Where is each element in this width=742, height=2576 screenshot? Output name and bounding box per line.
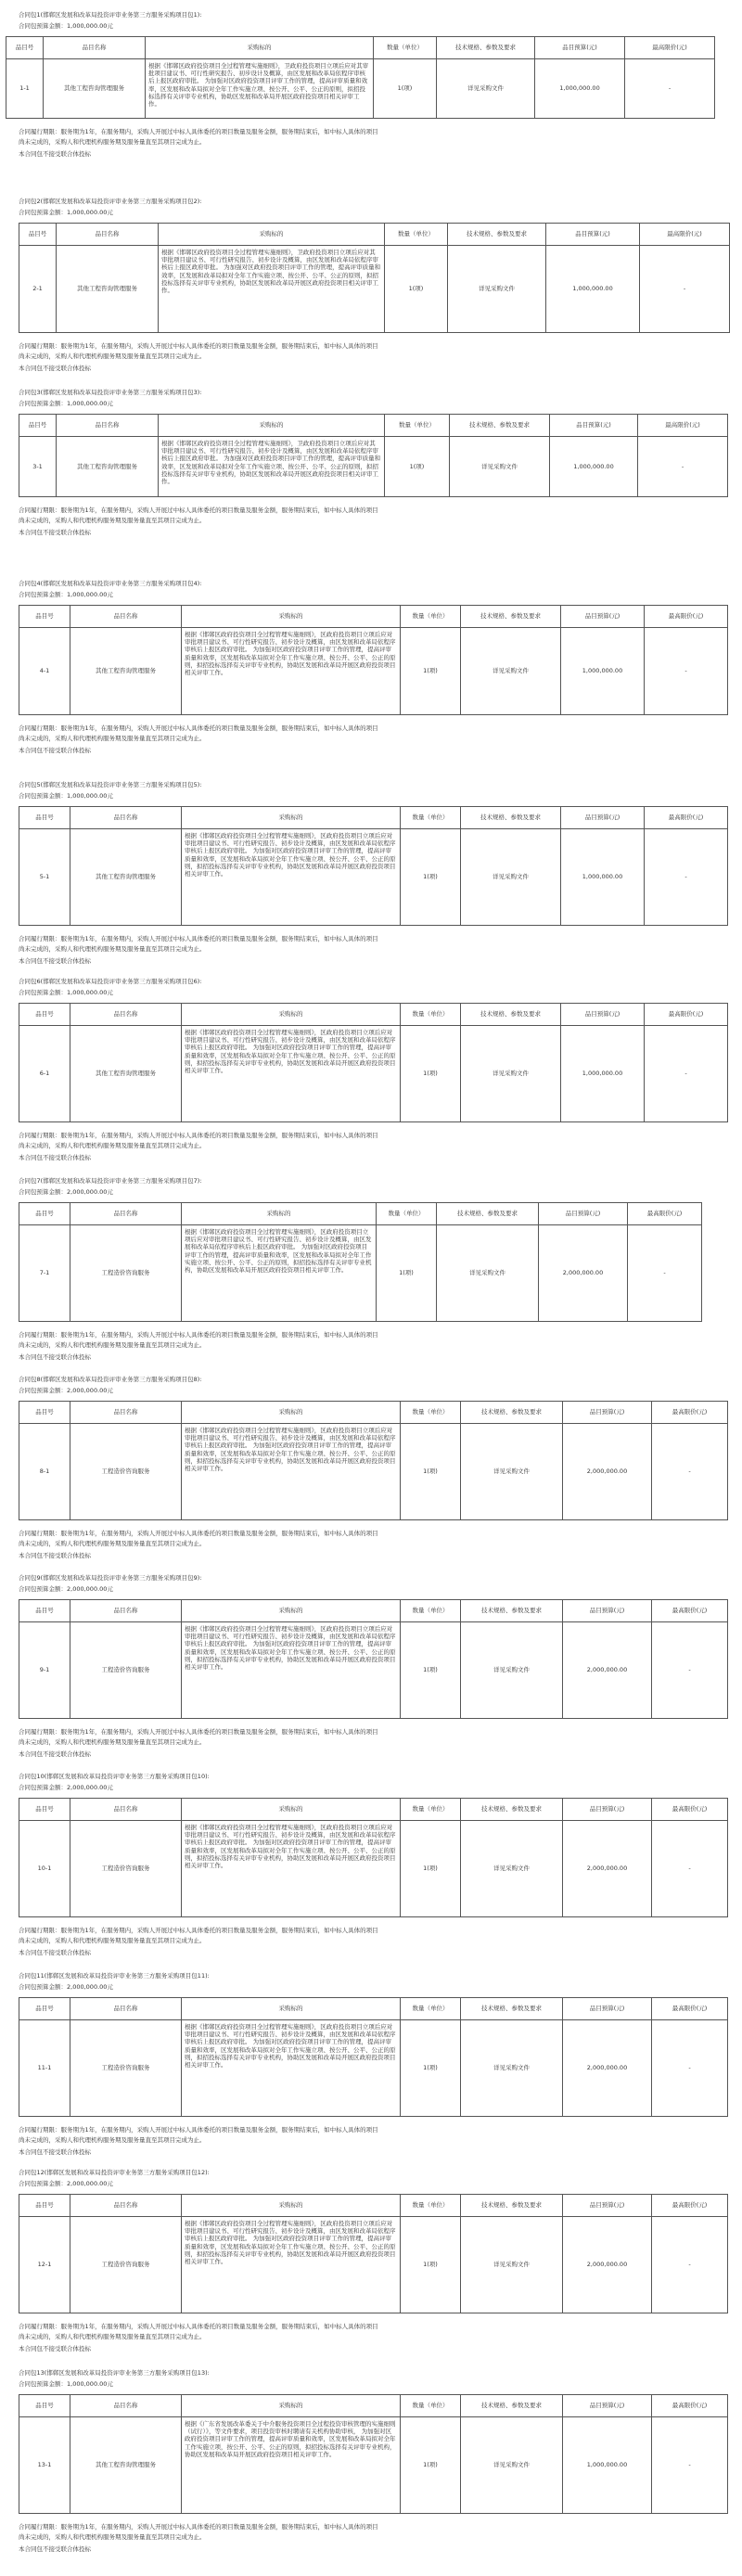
package-table: [19, 223, 730, 333]
contract-performance-note: 合同履行期限：服务期为1年，在服务期内，采购人开展过中标人具体委托的项目数量及服务金额，服务期结束后，如中标人具体的项目: [19, 1331, 378, 1339]
contract-performance-note: 合同履行期限：服务期为1年，在服务期内，采购人开展过中标人具体委托的项目数量及服务金额，服务期结束后，如中标人具体的项目: [19, 935, 378, 942]
quantity-cell: 1(项): [385, 437, 450, 497]
item-number-cell: 7-1: [19, 1225, 70, 1322]
procurement-subject-cell: 根据《广东省发展改革委关于中介服务投资项目全过程投资审核管理的实施细则（试行）》，等文件要求，项目投资审核时聘请有关机构协助审核， 为加强对区政府投资项目评审工作的管理，提高评审质量和效率，区发展和改革局拟对全年工作实施立项，按公开、公平、公正的原则，拟招投标选择有关评审专业机构，协助区发展和改革局开展区政府投资项目相关评审工作。: [182, 2417, 401, 2514]
spec-cell: 详见采购文件: [461, 1424, 563, 1520]
column-header: 品目号: [19, 1004, 70, 1026]
column-header: 品目预算(元): [561, 1004, 645, 1026]
column-header: 数量（单位）: [401, 1004, 461, 1026]
column-header: 品目预算(元): [563, 1402, 652, 1424]
column-header: 品目预算(元): [563, 1600, 652, 1622]
column-header: 数量（单位）: [401, 1799, 461, 1821]
column-header: 品目号: [19, 2195, 70, 2217]
spec-cell: 详见采购文件: [448, 246, 546, 333]
spec-cell: 详见采购文件: [461, 1026, 561, 1122]
contract-performance-note: 合同履行期限：服务期为1年，在服务期内，采购人开展过中标人具体委托的项目数量及服务金额，服务期结束后，如中标人具体的项目: [19, 2523, 378, 2531]
package-table: [19, 414, 728, 497]
item-budget-cell: 1,000,000.00: [550, 437, 638, 497]
table-row: [19, 2020, 728, 2117]
column-header: 品目预算(元): [563, 1998, 652, 2020]
column-header: 技术规格、参数及要求: [461, 1600, 563, 1622]
column-header: 数量（单位）: [401, 2395, 461, 2417]
package-table: [19, 2394, 728, 2514]
procurement-subject-cell: 根据《邯郸区政府投资项目全过程管理实施细则》，区政府投资项目立项后应对审批项目建议书、可行性研究报告、初步设计及概算，由区发展和改革局依程序审核后上报区政府审批。 为加强对区政府投资项目评审工作的管理，提高评审质量和效率，区发展和改革局拟对全年工作实施立项、按公开、公平、公正的原则，拟招投标选择有关评审专业机构，协助区发展和改革局开展区政府投资项目相关评审工作。: [182, 2020, 401, 2117]
quantity-cell: 1(项): [401, 2217, 461, 2313]
column-header: 技术规格、参数及要求: [461, 1402, 563, 1424]
package-budget: 合同包预算金额：2,000,000.00元: [19, 1387, 113, 1394]
item-name-cell: 工程造价咨询服务: [70, 1225, 182, 1322]
column-header: 采购标的: [182, 1203, 377, 1225]
quantity-cell: 1(项): [401, 1424, 461, 1520]
item-budget-cell: 1,000,000.00: [561, 1026, 645, 1122]
spec-cell: 详见采购文件: [461, 2417, 563, 2514]
column-header: 数量（单位）: [385, 415, 450, 437]
column-header: 采购标的: [182, 1998, 401, 2020]
column-header: 品目预算(元): [561, 606, 645, 628]
table-row: [19, 1225, 702, 1322]
item-name-cell: 其他工程咨询管理服务: [70, 628, 182, 715]
procurement-subject-cell: 根据《邯郸区政府投资项目全过程管理实施细则》，区政府投资项目立项后应对审批项目建议书、可行性研究报告、初步设计及概算，由区发展和改革局依程序审核后上报区政府审批。 为加强对区政府投资项目评审工作的管理，提高评审质量和效率，区发展和改革局拟对全年工作实施立项、按公开、公平、公正的原则，拟招投标选择有关评审专业机构，协助区发展和改革局开展区政府投资项目相关评审工作。: [182, 829, 401, 926]
column-header: 技术规格、参数及要求: [437, 37, 535, 59]
item-name-cell: 其他工程咨询管理服务: [70, 1026, 182, 1122]
column-header: 采购标的: [182, 1799, 401, 1821]
contract-performance-note-cont: 尚未完成的，采购人和代理机构服务期及服务量直至其项目完成为止。: [19, 1341, 206, 1349]
column-header: 采购标的: [159, 224, 385, 246]
item-number-cell: 5-1: [19, 829, 70, 926]
max-price-cell: -: [640, 246, 730, 333]
column-header: 品目预算(元): [563, 2395, 652, 2417]
item-budget-cell: 1,000,000.00: [561, 829, 645, 926]
package-title: 合同包12(邯郸区发展和改革局投资评审业务第三方服务采购项目包12):: [19, 2169, 210, 2176]
column-header: 品目号: [19, 807, 70, 829]
column-header: 最高限价(元): [652, 1799, 728, 1821]
package-budget: 合同包预算金额：2,000,000.00元: [19, 1585, 113, 1593]
table-header-row: [19, 1203, 702, 1225]
column-header: 最高限价(元): [645, 807, 728, 829]
table-row: [19, 437, 728, 497]
contract-performance-note: 合同履行期限：服务期为1年，在服务期内，采购人开展过中标人具体委托的项目数量及服务金额，服务期结束后，如中标人具体的项目: [19, 1530, 378, 1537]
package-title: 合同包1(邯郸区发展和改革局投资评审业务第三方服务采购项目包1):: [19, 11, 202, 19]
column-header: 最高限价(元): [652, 1998, 728, 2020]
max-price-cell: -: [628, 1225, 702, 1322]
package-budget: 合同包预算金额：1,000,000.00元: [19, 400, 113, 407]
column-header: 品目预算(元): [561, 807, 645, 829]
item-number-cell: 3-1: [19, 437, 57, 497]
column-header: 数量（单位）: [374, 37, 437, 59]
contract-performance-note: 合同履行期限：服务期为1年，在服务期内，采购人开展过中标人具体委托的项目数量及服务金额，服务期结束后，如中标人具体的项目: [19, 128, 378, 135]
package-title: 合同包5(邯郸区发展和改革局投资评审业务第三方服务采购项目包5):: [19, 781, 202, 788]
max-price-cell: -: [652, 1424, 728, 1520]
column-header: 品目名称: [70, 2195, 182, 2217]
procurement-subject-cell: 根据《邯郸区政府投资项目全过程管理实施细则》，区政府投资项目立项后应对审批项目建议书、可行性研究报告、初步设计及概算，由区发展和改革局依程序审核后上报区政府审批。 为加强对区政府投资项目评审工作的管理，提高评审质量和效率，区发展和改革局拟对全年工作实施立项、按公开、公平、公正的原则，拟招投标选择有关评审专业机构，协助区发展和改革局开展区政府投资项目相关评审工作。: [182, 1424, 401, 1520]
item-name-cell: 工程造价咨询服务: [70, 2217, 182, 2313]
column-header: 采购标的: [182, 807, 401, 829]
item-budget-cell: 2,000,000.00: [563, 2020, 652, 2117]
column-header: 品目名称: [70, 807, 182, 829]
quantity-cell: 1(项): [401, 1821, 461, 1917]
item-budget-cell: 2,000,000.00: [563, 1622, 652, 1719]
column-header: 采购标的: [159, 415, 385, 437]
table-header-row: [19, 1799, 728, 1821]
procurement-subject-cell: 根据《邯郸区政府投资项目全过程管理实施细则》，卫政府投资项目立项后应对其审批项目建议书、可行性研究报告、初步设计及概算，由区发展和改革局依程序审核后上报区政府审批。 为加强对区政府投资项目评审工作的管理，提高评审质量和效率，区发展和改革局拟对全年工作实施立项、按公开、公平、公正的原则，拟招投标选择有关评审专业机构，协助区发展和改革局开展区政府投资项目相关评审工作。: [146, 59, 374, 119]
column-header: 技术规格、参数及要求: [448, 224, 546, 246]
package-budget: 合同包预算金额：1,000,000.00元: [19, 989, 113, 996]
column-header: 最高限价(元): [645, 606, 728, 628]
spec-cell: 详见采购文件: [461, 2217, 563, 2313]
package-table: [19, 2194, 728, 2313]
package-budget: 合同包预算金额：2,000,000.00元: [19, 2180, 113, 2187]
contract-performance-note: 合同履行期限：服务期为1年，在服务期内，采购人开展过中标人具体委托的项目数量及服务金额，服务期结束后，如中标人具体的项目: [19, 1728, 378, 1736]
column-header: 最高限价(元): [652, 1600, 728, 1622]
item-number-cell: 12-1: [19, 2217, 70, 2313]
column-header: 采购标的: [182, 1004, 401, 1026]
procurement-subject-cell: 根据《邯郸区政府投资项目全过程管理实施细则》，卫政府投资项目立项后应对其审批项目建议书、可行性研究报告、初步设计及概算，由区发展和改革局依程序审核后上报区政府审批。 为加强对区政府投资项目评审工作的管理，提高评审质量和效率，区发展和改革局拟对全年工作实施立项、按公开、公平、公正的原则，拟招投标选择有关评审专业机构，协助区发展和改革局开展区政府投资项目相关评审工作。: [159, 437, 385, 497]
package-table: [19, 806, 728, 926]
item-budget-cell: 1,000,000.00: [546, 246, 640, 333]
procurement-subject-cell: 根据《邯郸区政府投资项目全过程管理实施细则》，卫政府投资项目立项后应对其审批项目建议书、可行性研究报告、初步设计及概算，由区发展和改革局依程序审核后上报区政府审批。 为加强对区政府投资项目评审工作的管理，提高评审质量和效率，区发展和改革局拟对全年工作实施立项、按公开、公平、公正的原则，拟招投标选择有关评审专业机构，协助区发展和改革局开展区政府投资项目相关评审工作。: [159, 246, 385, 333]
column-header: 品目号: [19, 1203, 70, 1225]
table-header-row: [19, 415, 728, 437]
column-header: 最高限价(元): [652, 2195, 728, 2217]
table-header-row: [19, 1600, 728, 1622]
quantity-cell: 1(项): [401, 2417, 461, 2514]
no-consortium-note: 本合同包不接受联合体投标: [19, 365, 91, 372]
package-title: 合同包9(邯郸区发展和改革局投资评审业务第三方服务采购项目包9):: [19, 1574, 202, 1582]
package-table: [19, 1003, 728, 1122]
column-header: 品目预算(元): [563, 1799, 652, 1821]
contract-performance-note-cont: 尚未完成的，采购人和代理机构服务期及服务量直至其项目完成为止。: [19, 1738, 206, 1746]
package-budget: 合同包预算金额：1,000,000.00元: [19, 209, 113, 216]
column-header: 采购标的: [182, 1402, 401, 1424]
max-price-cell: -: [652, 1821, 728, 1917]
spec-cell: 详见采购文件: [437, 1225, 539, 1322]
no-consortium-note: 本合同包不接受联合体投标: [19, 2545, 91, 2553]
column-header: 技术规格、参数及要求: [437, 1203, 539, 1225]
item-budget-cell: 1,000,000.00: [535, 59, 625, 119]
quantity-cell: 1(项): [401, 1622, 461, 1719]
column-header: 采购标的: [146, 37, 374, 59]
package-budget: 合同包预算金额：1,000,000.00元: [19, 792, 113, 800]
package-table: [6, 36, 715, 119]
column-header: 最高限价(元): [640, 224, 730, 246]
package-budget: 合同包预算金额：2,000,000.00元: [19, 1983, 113, 1991]
item-name-cell: 其他工程咨询管理服务: [57, 246, 159, 333]
package-title: 合同包3(邯郸区发展和改革局投资评审业务第三方服务采购项目包3):: [19, 389, 202, 396]
column-header: 品目名称: [57, 415, 159, 437]
item-name-cell: 其他工程咨询管理服务: [57, 437, 159, 497]
contract-performance-note-cont: 尚未完成的，采购人和代理机构服务期及服务量直至其项目完成为止。: [19, 1142, 206, 1149]
column-header: 品目名称: [70, 1004, 182, 1026]
no-consortium-note: 本合同包不接受联合体投标: [19, 529, 91, 536]
no-consortium-note: 本合同包不接受联合体投标: [19, 2345, 91, 2352]
column-header: 品目号: [19, 2395, 70, 2417]
package-table: [19, 605, 728, 715]
max-price-cell: -: [652, 2417, 728, 2514]
column-header: 数量（单位）: [401, 606, 461, 628]
procurement-subject-cell: 根据《邯郸区政府投资项目全过程管理实施细则》，区政府投资项目立项后应对审批项目建议书、可行性研究报告、初步设计及概算，由区发展和改革局依程序审核后上报区政府审批。 为加强对区政府投资项目评审工作的管理，提高评审质量和效率，区发展和改革局拟对全年工作实施立项、按公开、公平、公正的原则，拟招投标选择有关评审专业机构，协助区发展和改革局开展区政府投资项目相关评审工作。: [182, 1026, 401, 1122]
item-number-cell: 8-1: [19, 1424, 70, 1520]
max-price-cell: -: [652, 2217, 728, 2313]
procurement-subject-cell: 根据《邯郸区政府投资项目全过程管理实施细则》，区政府投资项目立项后应对审批项目建议书、可行性研究报告、初步设计及概算，由区发展和改革局依程序审核后上报区政府审批。 为加强对区政府投资项目评审工作的管理，提高评审质量和效率，区发展和改革局拟对全年工作实施立项、按公开、公平、公正的原则，拟招投标选择有关评审专业机构，协助区发展和改革局开展区政府投资项目相关评审工作。: [182, 1225, 377, 1322]
package-table: [19, 1599, 728, 1719]
procurement-subject-cell: 根据《邯郸区政府投资项目全过程管理实施细则》，区政府投资项目立项后应对审批项目建议书、可行性研究报告、初步设计及概算，由区发展和改革局依程序审核后上报区政府审批。 为加强对区政府投资项目评审工作的管理，提高评审质量和效率，区发展和改革局拟对全年工作实施立项、按公开、公平、公正的原则，拟招投标选择有关评审专业机构，协助区发展和改革局开展区政府投资项目相关评审工作。: [182, 2217, 401, 2313]
column-header: 最高限价(元): [625, 37, 715, 59]
column-header: 技术规格、参数及要求: [461, 2395, 563, 2417]
contract-performance-note-cont: 尚未完成的，采购人和代理机构服务期及服务量直至其项目完成为止。: [19, 352, 206, 360]
package-title: 合同包6(邯郸区发展和改革局投资评审业务第三方服务采购项目包6):: [19, 978, 202, 985]
spec-cell: 详见采购文件: [461, 628, 561, 715]
package-budget: 合同包预算金额：1,000,000.00元: [19, 2380, 113, 2388]
table-row: [19, 1424, 728, 1520]
table-header-row: [19, 807, 728, 829]
max-price-cell: -: [652, 2020, 728, 2117]
column-header: 品目号: [19, 1402, 70, 1424]
column-header: 品目号: [6, 37, 44, 59]
package-title: 合同包8(邯郸区发展和改革局投资评审业务第三方服务采购项目包8):: [19, 1376, 202, 1383]
column-header: 技术规格、参数及要求: [461, 1004, 561, 1026]
table-header-row: [19, 1402, 728, 1424]
contract-performance-note-cont: 尚未完成的，采购人和代理机构服务期及服务量直至其项目完成为止。: [19, 1937, 206, 1944]
column-header: 品目预算(元): [539, 1203, 628, 1225]
quantity-cell: 1(项): [401, 1026, 461, 1122]
column-header: 品目名称: [70, 606, 182, 628]
table-header-row: [19, 2195, 728, 2217]
package-table: [19, 1202, 702, 1322]
item-number-cell: 9-1: [19, 1622, 70, 1719]
quantity-cell: 1(项): [374, 59, 437, 119]
item-name-cell: 工程造价咨询服务: [70, 1424, 182, 1520]
quantity-cell: 1(项): [385, 246, 448, 333]
item-number-cell: 6-1: [19, 1026, 70, 1122]
item-number-cell: 2-1: [19, 246, 57, 333]
column-header: 品目名称: [70, 1600, 182, 1622]
max-price-cell: -: [652, 1622, 728, 1719]
table-header-row: [6, 37, 715, 59]
item-number-cell: 10-1: [19, 1821, 70, 1917]
column-header: 最高限价(元): [628, 1203, 702, 1225]
no-consortium-note: 本合同包不接受联合体投标: [19, 1949, 91, 1956]
no-consortium-note: 本合同包不接受联合体投标: [19, 150, 91, 158]
table-row: [19, 1821, 728, 1917]
column-header: 最高限价(元): [645, 1004, 728, 1026]
item-number-cell: 4-1: [19, 628, 70, 715]
column-header: 数量（单位）: [385, 224, 448, 246]
max-price-cell: -: [645, 628, 728, 715]
contract-performance-note: 合同履行期限：服务期为1年，在服务期内，采购人开展过中标人具体委托的项目数量及服务金额，服务期结束后，如中标人具体的项目: [19, 724, 378, 732]
column-header: 技术规格、参数及要求: [461, 1998, 563, 2020]
package-title: 合同包13(邯郸区发展和改革局投资评审业务第三方服务采购项目包13):: [19, 2369, 210, 2377]
procurement-subject-cell: 根据《邯郸区政府投资项目全过程管理实施细则》，区政府投资项目立项后应对审批项目建议书、可行性研究报告、初步设计及概算，由区发展和改革局依程序审核后上报区政府审批。 为加强对区政府投资项目评审工作的管理，提高评审质量和效率，区发展和改革局拟对全年工作实施立项、按公开、公平、公正的原则，拟招投标选择有关评审专业机构，协助区发展和改革局开展区政府投资项目相关评审工作。: [182, 1821, 401, 1917]
column-header: 品目名称: [70, 1203, 182, 1225]
spec-cell: 详见采购文件: [461, 2020, 563, 2117]
package-budget: 合同包预算金额：2,000,000.00元: [19, 1188, 113, 1196]
no-consortium-note: 本合同包不接受联合体投标: [19, 1154, 91, 1161]
package-budget: 合同包预算金额：1,000,000.00元: [19, 22, 113, 30]
table-header-row: [19, 1998, 728, 2020]
contract-performance-note-cont: 尚未完成的，采购人和代理机构服务期及服务量直至其项目完成为止。: [19, 517, 206, 524]
column-header: 最高限价(元): [652, 2395, 728, 2417]
package-budget: 合同包预算金额：1,000,000.00元: [19, 591, 113, 598]
table-row: [19, 1622, 728, 1719]
contract-performance-note-cont: 尚未完成的，采购人和代理机构服务期及服务量直至其项目完成为止。: [19, 735, 206, 742]
quantity-cell: 1(项): [401, 628, 461, 715]
quantity-cell: 1(项): [377, 1225, 437, 1322]
column-header: 品目名称: [70, 1998, 182, 2020]
max-price-cell: -: [638, 437, 728, 497]
column-header: 数量（单位）: [401, 807, 461, 829]
spec-cell: 详见采购文件: [461, 1622, 563, 1719]
column-header: 最高限价(元): [652, 1402, 728, 1424]
table-row: [19, 829, 728, 926]
quantity-cell: 1(项): [401, 829, 461, 926]
item-name-cell: 工程造价咨询服务: [70, 1622, 182, 1719]
item-budget-cell: 2,000,000.00: [563, 2217, 652, 2313]
item-name-cell: 其他工程咨询管理服务: [44, 59, 146, 119]
column-header: 品目名称: [70, 1402, 182, 1424]
column-header: 数量（单位）: [401, 1998, 461, 2020]
procurement-subject-cell: 根据《邯郸区政府投资项目全过程管理实施细则》，区政府投资项目立项后应对审批项目建议书、可行性研究报告、初步设计及概算，由区发展和改革局依程序审核后上报区政府审批。 为加强对区政府投资项目评审工作的管理，提高评审质量和效率，区发展和改革局拟对全年工作实施立项、按公开、公平、公正的原则，拟招投标选择有关评审专业机构，协助区发展和改革局开展区政府投资项目相关评审工作。: [182, 628, 401, 715]
item-budget-cell: 2,000,000.00: [539, 1225, 628, 1322]
column-header: 数量（单位）: [401, 2195, 461, 2217]
item-name-cell: 工程造价咨询服务: [70, 2020, 182, 2117]
item-name-cell: 工程造价咨询服务: [70, 1821, 182, 1917]
column-header: 数量（单位）: [401, 1600, 461, 1622]
column-header: 品目预算(元): [550, 415, 638, 437]
column-header: 数量（单位）: [377, 1203, 437, 1225]
column-header: 技术规格、参数及要求: [461, 606, 561, 628]
no-consortium-note: 本合同包不接受联合体投标: [19, 1353, 91, 1361]
column-header: 品目预算(元): [563, 2195, 652, 2217]
contract-performance-note-cont: 尚未完成的，采购人和代理机构服务期及服务量直至其项目完成为止。: [19, 1540, 206, 1547]
item-number-cell: 13-1: [19, 2417, 70, 2514]
package-title: 合同包7(邯郸区发展和改革局投资评审业务第三方服务采购项目包7):: [19, 1177, 202, 1185]
column-header: 品目名称: [57, 224, 159, 246]
table-header-row: [19, 1004, 728, 1026]
column-header: 品目名称: [70, 1799, 182, 1821]
max-price-cell: -: [645, 1026, 728, 1122]
contract-performance-note-cont: 尚未完成的，采购人和代理机构服务期及服务量直至其项目完成为止。: [19, 2136, 206, 2144]
table-row: [19, 628, 728, 715]
item-number-cell: 1-1: [6, 59, 44, 119]
column-header: 数量（单位）: [401, 1402, 461, 1424]
item-budget-cell: 1,000,000.00: [561, 628, 645, 715]
column-header: 采购标的: [182, 2195, 401, 2217]
max-price-cell: -: [645, 829, 728, 926]
column-header: 品目预算(元): [535, 37, 625, 59]
quantity-cell: 1(项): [401, 2020, 461, 2117]
column-header: 技术规格、参数及要求: [461, 1799, 563, 1821]
table-row: [19, 2417, 728, 2514]
package-title: 合同包4(邯郸区发展和改革局投资评审业务第三方服务采购项目包4):: [19, 580, 202, 587]
column-header: 技术规格、参数及要求: [461, 807, 561, 829]
table-header-row: [19, 2395, 728, 2417]
column-header: 品目预算(元): [546, 224, 640, 246]
package-table: [19, 1997, 728, 2117]
no-consortium-note: 本合同包不接受联合体投标: [19, 747, 91, 754]
column-header: 技术规格、参数及要求: [450, 415, 550, 437]
column-header: 品目号: [19, 1600, 70, 1622]
spec-cell: 详见采购文件: [461, 1821, 563, 1917]
package-title: 合同包11(邯郸区发展和改革局投资评审业务第三方服务采购项目包11):: [19, 1972, 210, 1980]
table-row: [6, 59, 715, 119]
no-consortium-note: 本合同包不接受联合体投标: [19, 2148, 91, 2156]
package-table: [19, 1401, 728, 1520]
spec-cell: 详见采购文件: [450, 437, 550, 497]
column-header: 技术规格、参数及要求: [461, 2195, 563, 2217]
package-title: 合同包10(邯郸区发展和改革局投资评审业务第三方服务采购项目包10):: [19, 1773, 210, 1780]
contract-performance-note: 合同履行期限：服务期为1年，在服务期内，采购人开展过中标人具体委托的项目数量及服务金额，服务期结束后，如中标人具体的项目: [19, 2323, 378, 2330]
no-consortium-note: 本合同包不接受联合体投标: [19, 957, 91, 965]
column-header: 品目号: [19, 415, 57, 437]
column-header: 最高限价(元): [638, 415, 728, 437]
table-header-row: [19, 606, 728, 628]
package-table: [19, 1798, 728, 1917]
item-budget-cell: 2,000,000.00: [563, 1424, 652, 1520]
contract-performance-note-cont: 尚未完成的，采购人和代理机构服务期及服务量直至其项目完成为止。: [19, 945, 206, 953]
spec-cell: 详见采购文件: [437, 59, 535, 119]
item-budget-cell: 2,000,000.00: [563, 1821, 652, 1917]
column-header: 品目号: [19, 606, 70, 628]
column-header: 品目号: [19, 1998, 70, 2020]
contract-performance-note: 合同履行期限：服务期为1年，在服务期内，采购人开展过中标人具体委托的项目数量及服务金额，服务期结束后，如中标人具体的项目: [19, 506, 378, 514]
column-header: 采购标的: [182, 1600, 401, 1622]
item-number-cell: 11-1: [19, 2020, 70, 2117]
table-header-row: [19, 224, 730, 246]
column-header: 品目号: [19, 1799, 70, 1821]
procurement-subject-cell: 根据《邯郸区政府投资项目全过程管理实施细则》，区政府投资项目立项后应对审批项目建议书、可行性研究报告、初步设计及概算，由区发展和改革局依程序审核后上报区政府审批。 为加强对区政府投资项目评审工作的管理，提高评审质量和效率，区发展和改革局拟对全年工作实施立项、按公开、公平、公正的原则，拟招投标选择有关评审专业机构，协助区发展和改革局开展区政府投资项目相关评审工作。: [182, 1622, 401, 1719]
item-budget-cell: 1,000,000.00: [563, 2417, 652, 2514]
no-consortium-note: 本合同包不接受联合体投标: [19, 1552, 91, 1559]
column-header: 品目名称: [70, 2395, 182, 2417]
column-header: 采购标的: [182, 2395, 401, 2417]
item-name-cell: 其他工程咨询管理服务: [70, 2417, 182, 2514]
column-header: 品目名称: [44, 37, 146, 59]
package-budget: 合同包预算金额：2,000,000.00元: [19, 1784, 113, 1791]
column-header: 采购标的: [182, 606, 401, 628]
contract-performance-note: 合同履行期限：服务期为1年，在服务期内，采购人开展过中标人具体委托的项目数量及服务金额，服务期结束后，如中标人具体的项目: [19, 342, 378, 350]
table-row: [19, 1026, 728, 1122]
package-title: 合同包2(邯郸区发展和改革局投资评审业务第三方服务采购项目包2):: [19, 198, 202, 205]
item-name-cell: 其他工程咨询管理服务: [70, 829, 182, 926]
max-price-cell: -: [625, 59, 715, 119]
contract-performance-note-cont: 尚未完成的，采购人和代理机构服务期及服务量直至其项目完成为止。: [19, 2333, 206, 2340]
contract-performance-note: 合同履行期限：服务期为1年，在服务期内，采购人开展过中标人具体委托的项目数量及服务金额，服务期结束后，如中标人具体的项目: [19, 1132, 378, 1139]
contract-performance-note-cont: 尚未完成的，采购人和代理机构服务期及服务量直至其项目完成为止。: [19, 138, 206, 146]
table-row: [19, 2217, 728, 2313]
table-row: [19, 246, 730, 333]
contract-performance-note: 合同履行期限：服务期为1年，在服务期内，采购人开展过中标人具体委托的项目数量及服务金额，服务期结束后，如中标人具体的项目: [19, 2126, 378, 2134]
contract-performance-note-cont: 尚未完成的，采购人和代理机构服务期及服务量直至其项目完成为止。: [19, 2533, 206, 2541]
contract-performance-note: 合同履行期限：服务期为1年，在服务期内，采购人开展过中标人具体委托的项目数量及服务金额，服务期结束后，如中标人具体的项目: [19, 1927, 378, 1934]
column-header: 品目号: [19, 224, 57, 246]
no-consortium-note: 本合同包不接受联合体投标: [19, 1750, 91, 1758]
spec-cell: 详见采购文件: [461, 829, 561, 926]
